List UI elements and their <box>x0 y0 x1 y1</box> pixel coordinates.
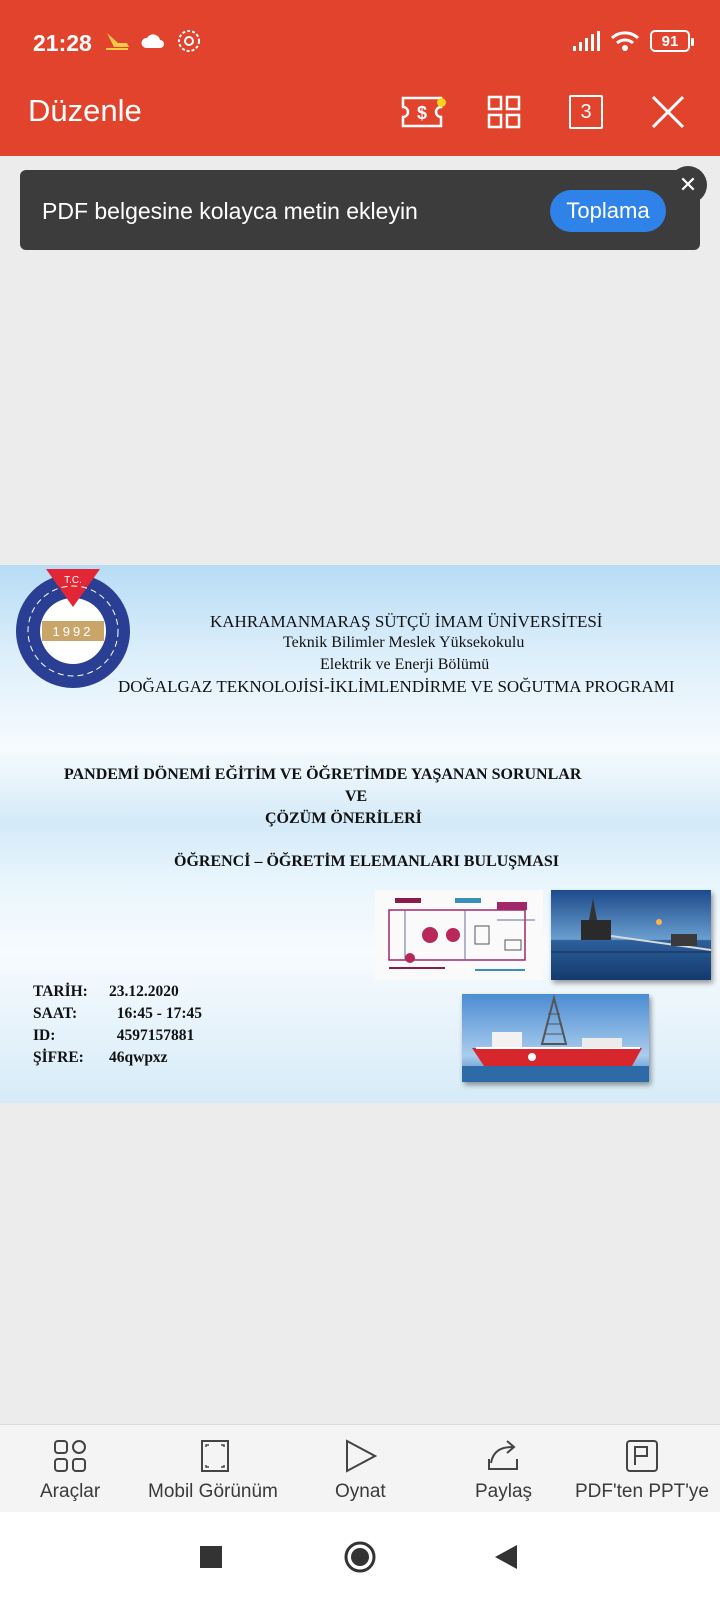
pdf-to-ppt-icon <box>625 1439 659 1473</box>
hvac-schematic-image <box>375 890 543 980</box>
pdf-to-ppt-button[interactable] <box>575 1425 720 1513</box>
info-value: 16:45 - 17:45 <box>109 1005 202 1022</box>
info-row <box>33 1025 202 1047</box>
bottom-toolbar <box>0 1424 720 1512</box>
share-button[interactable] <box>425 1425 575 1513</box>
toast-action-button[interactable]: Toplama <box>550 190 666 232</box>
page-count-button[interactable] <box>562 88 610 136</box>
info-value: 4597157881 <box>109 1027 195 1044</box>
info-row <box>33 981 202 1003</box>
share-icon <box>485 1439 521 1473</box>
close-button[interactable] <box>644 88 692 136</box>
play-label: Oynat <box>335 1481 386 1502</box>
play-icon <box>343 1439 377 1473</box>
university-name: KAHRAMANMARAŞ SÜTÇÜ İMAM ÜNİVERSİTESİ <box>210 612 603 631</box>
system-icons <box>572 30 690 52</box>
drill-ship-photo <box>462 994 649 1082</box>
toast-message: PDF belgesine kolayca metin ekleyin <box>42 198 418 224</box>
thumbnails-button[interactable] <box>480 88 528 136</box>
home-icon[interactable] <box>344 1541 376 1573</box>
grid-icon <box>487 95 521 129</box>
recents-icon[interactable] <box>200 1546 222 1568</box>
university-seal-logo <box>12 567 134 689</box>
offshore-platform-photo <box>551 890 711 980</box>
notification-icons <box>104 28 202 54</box>
pdf-to-ppt-label: PDF'ten PPT'ye <box>575 1481 709 1502</box>
status-bar <box>0 0 720 84</box>
slide-subtitle: ÖĞRENCİ – ÖĞRETİM ELEMANLARI BULUŞMASI <box>174 853 559 870</box>
signal-icon <box>572 30 600 52</box>
faculty-name: Teknik Bilimler Meslek Yüksekokulu <box>283 634 525 651</box>
slide-title-line-3: ÇÖZÜM ÖNERİLERİ <box>265 810 422 827</box>
app-header <box>0 0 720 156</box>
promo-toast <box>20 170 700 250</box>
info-value: 46qwpxz <box>109 1049 168 1066</box>
system-nav-bar <box>0 1512 720 1600</box>
notification-dot <box>437 98 446 107</box>
info-key: SAAT: <box>33 1005 78 1022</box>
app-bar-actions <box>398 88 692 136</box>
tools-button[interactable] <box>0 1425 140 1513</box>
toast-close-button[interactable]: ✕ <box>669 166 707 204</box>
department-name: Elektrik ve Enerji Bölümü <box>320 656 490 673</box>
tools-grid-icon <box>53 1439 87 1473</box>
premium-button[interactable] <box>398 88 446 136</box>
info-key: TARİH: <box>33 983 88 1000</box>
info-row <box>33 1003 202 1025</box>
page-title: Düzenle <box>28 93 142 128</box>
status-time: 21:28 <box>33 30 92 56</box>
info-row <box>33 1047 202 1069</box>
pdf-page[interactable] <box>0 565 720 1103</box>
play-button[interactable] <box>295 1425 425 1513</box>
tools-label: Araçlar <box>40 1481 101 1502</box>
svg-text:$: $ <box>416 103 428 123</box>
settings-notification-icon <box>176 28 202 54</box>
info-value: 23.12.2020 <box>109 983 179 1000</box>
share-label: Paylaş <box>475 1481 533 1502</box>
airline-notification-icon <box>104 29 130 53</box>
meeting-info <box>33 981 202 1069</box>
seal-year: 1992 <box>52 624 94 639</box>
cloud-icon <box>140 31 166 51</box>
back-icon[interactable] <box>495 1545 517 1569</box>
page-count-badge: 3 <box>569 95 603 129</box>
mobile-view-label: Mobil Görünüm <box>148 1481 278 1502</box>
close-icon <box>651 95 685 129</box>
info-key: ID: <box>33 1027 56 1044</box>
slide-title-line-2: VE <box>345 788 368 805</box>
battery-icon: 91 <box>650 30 690 52</box>
program-name: DOĞALGAZ TEKNOLOJİSİ-İKLİMLENDİRME VE SOĞUTMA PROGRAMI <box>118 677 675 696</box>
info-key: ŞİFRE: <box>33 1049 84 1066</box>
mobile-view-icon <box>200 1439 230 1473</box>
slide-title-line-1: PANDEMİ DÖNEMİ EĞİTİM VE ÖĞRETİMDE YAŞANAN SORUNLAR <box>64 766 582 783</box>
seal-tc-text: T.C. <box>64 575 82 586</box>
mobile-view-button[interactable] <box>140 1425 295 1513</box>
wifi-icon <box>610 30 640 52</box>
